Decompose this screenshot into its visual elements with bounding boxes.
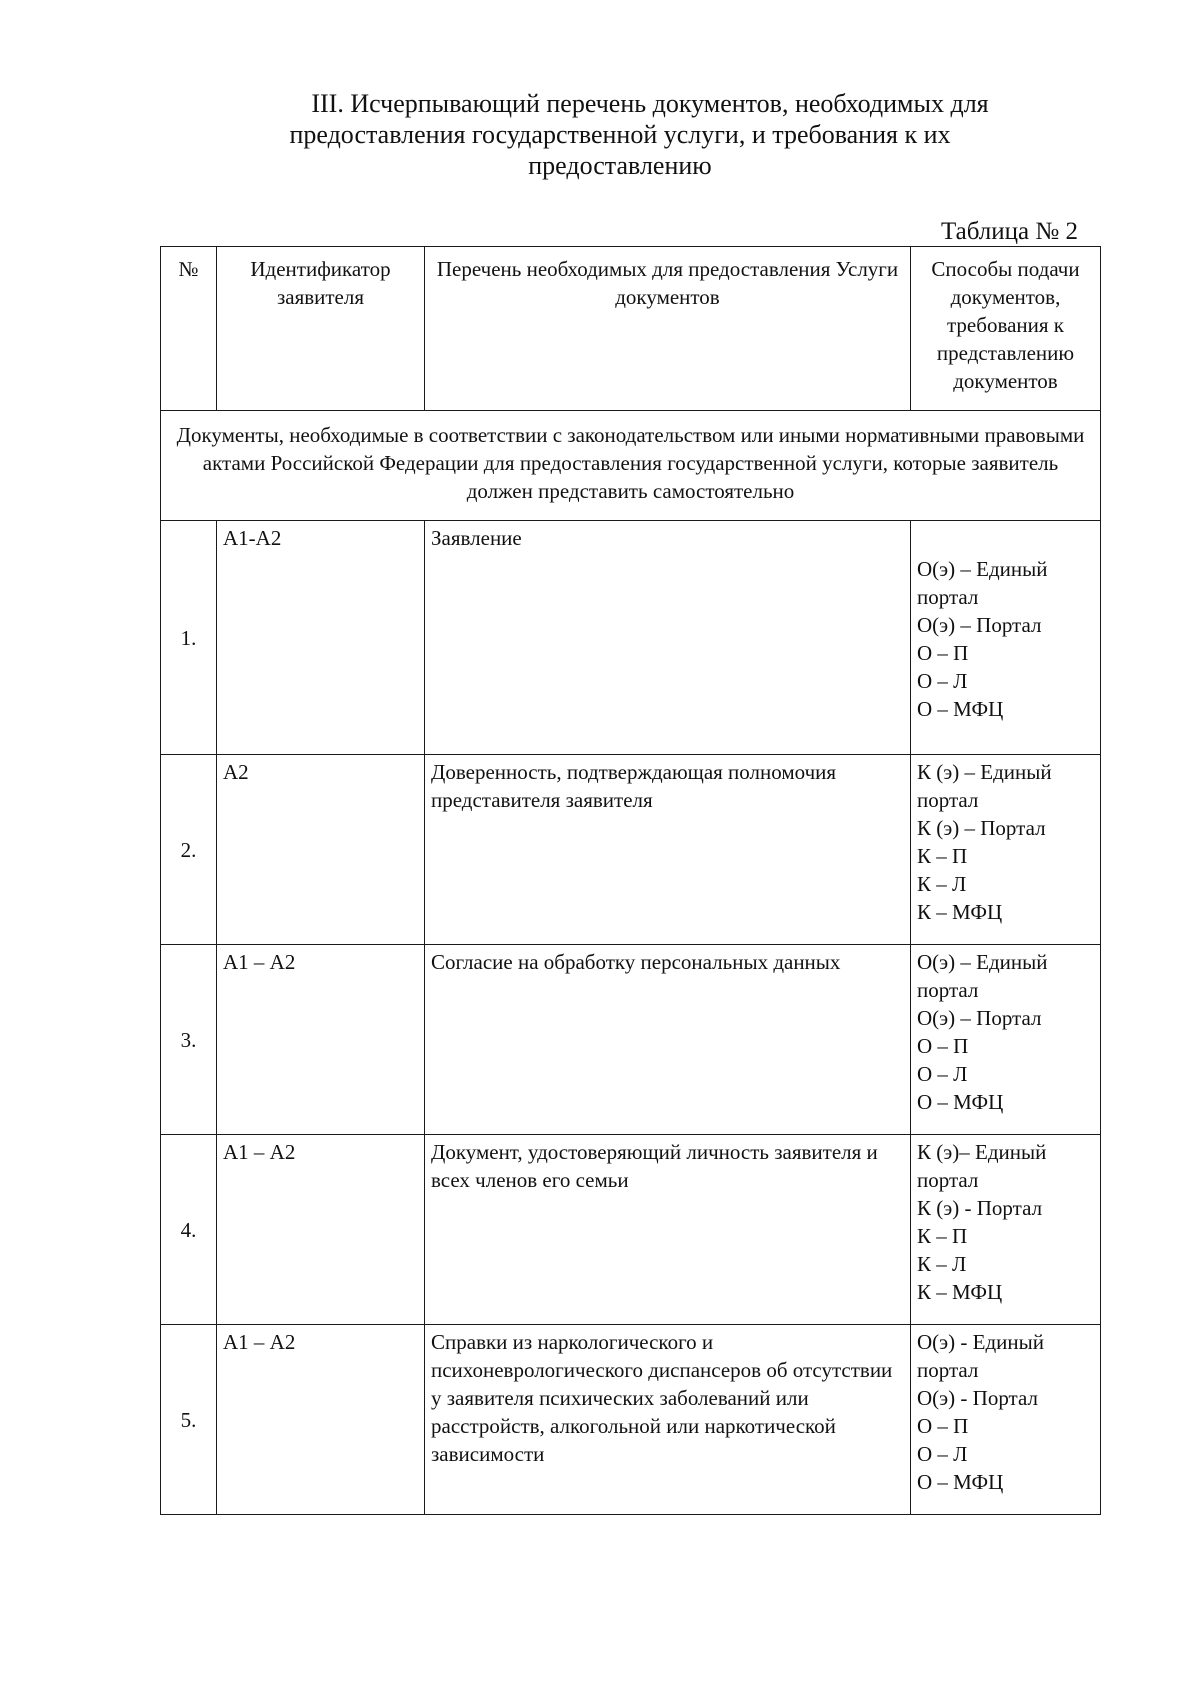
row-number: 4. bbox=[161, 1135, 217, 1325]
table-row bbox=[161, 521, 1101, 755]
method-item: О – П bbox=[917, 1414, 969, 1438]
method-item: О(э) – Единый портал bbox=[917, 557, 1048, 609]
title-line-3: предоставлению bbox=[528, 151, 712, 180]
method-item: О – Л bbox=[917, 1062, 968, 1086]
applicant-identifier: А1 – А2 bbox=[217, 1325, 425, 1515]
submission-methods bbox=[911, 1325, 1101, 1515]
submission-methods bbox=[911, 755, 1101, 945]
document-name: Заявление bbox=[425, 521, 911, 755]
method-item: О – Л bbox=[917, 669, 968, 693]
section-heading: Документы, необходимые в соответствии с законодательством или иными нормативными правовыми актами Российской Федерации для предоставления государственной услуги, которые заявитель должен представить самостоятельно bbox=[161, 411, 1101, 521]
table-number-label: Таблица № 2 bbox=[940, 218, 1078, 245]
applicant-identifier: А2 bbox=[217, 755, 425, 945]
row-number: 2. bbox=[161, 755, 217, 945]
method-item: О – МФЦ bbox=[917, 1090, 1004, 1114]
method-item: О(э) - Портал bbox=[917, 1386, 1038, 1410]
method-item: К – Л bbox=[917, 872, 967, 896]
header-identifier: Идентификатор заявителя bbox=[217, 247, 425, 411]
row-number: 1. bbox=[161, 521, 217, 755]
method-item: К (э) - Портал bbox=[917, 1196, 1043, 1220]
header-methods: Способы подачи документов, требования к представлению документов bbox=[911, 247, 1101, 411]
method-item: К – Л bbox=[917, 1252, 967, 1276]
row-number: 5. bbox=[161, 1325, 217, 1515]
document-name: Справки из наркологического и психоневрологического диспансеров об отсутствии у заявителя психических заболеваний или расстройств, алкогольной или наркотической зависимости bbox=[425, 1325, 911, 1515]
submission-methods bbox=[911, 945, 1101, 1135]
method-item: О – П bbox=[917, 641, 969, 665]
method-item: К – МФЦ bbox=[917, 1280, 1003, 1304]
method-item: К (э) – Единый портал bbox=[917, 760, 1052, 812]
method-item: О – Л bbox=[917, 1442, 968, 1466]
submission-methods bbox=[911, 521, 1101, 755]
method-item: К (э)– Единый портал bbox=[917, 1140, 1047, 1192]
document-name: Согласие на обработку персональных данных bbox=[425, 945, 911, 1135]
table-row bbox=[161, 755, 1101, 945]
method-item: О(э) - Единый портал bbox=[917, 1330, 1044, 1382]
method-item: О(э) – Портал bbox=[917, 1006, 1042, 1030]
document-name: Доверенность, подтверждающая полномочия представителя заявителя bbox=[425, 755, 911, 945]
method-item: О(э) – Портал bbox=[917, 613, 1042, 637]
title-line-1: III. Исчерпывающий перечень документов, необходимых для bbox=[311, 89, 989, 118]
method-item: К – П bbox=[917, 1224, 968, 1248]
section-row bbox=[161, 411, 1101, 521]
title-line-2: предоставления государственной услуги, и требования к их bbox=[289, 120, 951, 149]
table-row bbox=[161, 1135, 1101, 1325]
method-item: К (э) – Портал bbox=[917, 816, 1046, 840]
applicant-identifier: А1 – А2 bbox=[217, 945, 425, 1135]
method-item: О(э) – Единый портал bbox=[917, 950, 1048, 1002]
applicant-identifier: А1-А2 bbox=[217, 521, 425, 755]
method-item: О – П bbox=[917, 1034, 969, 1058]
table-row bbox=[161, 1325, 1101, 1515]
method-item: О – МФЦ bbox=[917, 1470, 1004, 1494]
row-number: 3. bbox=[161, 945, 217, 1135]
applicant-identifier: А1 – А2 bbox=[217, 1135, 425, 1325]
document-name: Документ, удостоверяющий личность заявителя и всех членов его семьи bbox=[425, 1135, 911, 1325]
submission-methods bbox=[911, 1135, 1101, 1325]
method-item: О – МФЦ bbox=[917, 697, 1004, 721]
section-title bbox=[160, 88, 1080, 181]
documents-table bbox=[160, 246, 1101, 1515]
method-item: К – МФЦ bbox=[917, 900, 1003, 924]
header-num: № bbox=[161, 247, 217, 411]
method-item: К – П bbox=[917, 844, 968, 868]
table-row bbox=[161, 945, 1101, 1135]
header-documents: Перечень необходимых для предоставления Услуги документов bbox=[425, 247, 911, 411]
table-header-row bbox=[161, 247, 1101, 411]
